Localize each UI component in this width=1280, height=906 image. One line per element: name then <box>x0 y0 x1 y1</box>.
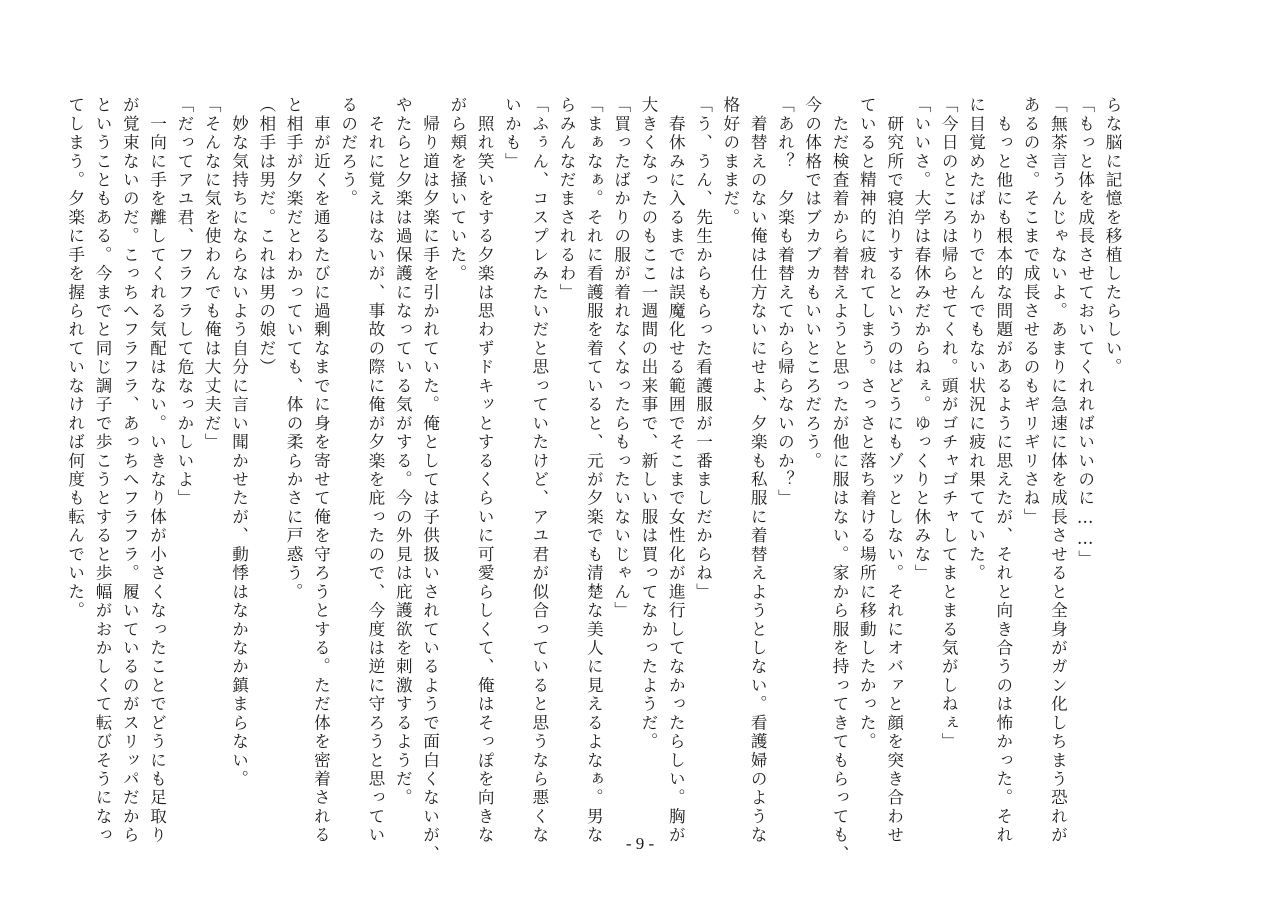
vertical-text-body <box>65 96 1126 864</box>
text-line: がら頬を掻いていた。 <box>447 96 467 284</box>
text-line: ていると精神的に疲れてしまう。さっさと落ち着ける場所に移動したかった。 <box>857 96 877 752</box>
text-line: 一向に手を離してくれる気配はない。いきなり体が小さくなったことでどうにも足取り <box>147 96 167 845</box>
text-line: 「まぁなぁ。それに看護服を着ていると、元が夕楽でも清楚な美人に見えるよなぁ。男な <box>584 96 604 845</box>
text-line: てしまう。夕楽に手を握られていなければ何度も転んでいた。 <box>65 96 85 621</box>
text-line: あるのさ。そこまで成長させるのもギリギリさね」 <box>1021 96 1041 527</box>
text-line: が覚束ないのだ。こっちへフラフラ、あっちへフラフラ。履いているのがスリッパだから <box>120 96 140 845</box>
text-line: 帰り道は夕楽に手を引かれていた。俺としては子供扱いされているようで面白くないが、 <box>420 96 440 864</box>
text-line: 着替えのない俺は仕方ないにせよ、夕楽も私服に着替えようとしない。看護婦のような <box>748 96 768 845</box>
text-line: 「う、うん、先生からもらった看護服が一番ましだからね」 <box>693 96 713 602</box>
text-line: 研究所で寝泊りするというのはどうにもゾッとしない。それにオバァと顔を突き合わせ <box>884 96 904 845</box>
text-line: ということもある。今までと同じ調子で歩こうとすると歩幅がおかしくて転びそうになっ <box>93 96 113 845</box>
text-line: 車が近くを通るたびに過剰なまでに身を寄せて俺を守ろうとする。ただ体を密着される <box>311 96 331 845</box>
text-line: 妙な気持ちにならないよう自分に言い聞かせたが、動悸はなかなか鎮まらない。 <box>229 96 249 789</box>
text-line: 「いいさ。大学は春休みだからねぇ。ゆっくりと休みな」 <box>911 96 931 583</box>
text-line: もっと他にも根本的な問題があるように思えたが、それと向き合うのは怖かった。それ <box>993 96 1013 845</box>
text-line: ただ検査着から着替えようと思ったが他に服はない。家から服を持ってきてもらっても、 <box>830 96 850 864</box>
text-line: るのだろう。 <box>338 96 358 209</box>
text-line: 今の体格ではブカブカもいいところだろう。 <box>802 96 822 471</box>
text-line: 春休みに入るまでは誤魔化せる範囲でそこまで女性化が進行してなかったらしい。胸が <box>666 96 686 845</box>
text-line: 「無茶言うんじゃないよ。あまりに急速に体を成長させると全身がガン化しちまう恐れが <box>1048 96 1068 845</box>
text-line: （相手は男だ。これは男の娘だ） <box>256 96 276 377</box>
text-line: 「ふぅん、コスプレみたいだと思っていたけど、アユ君が似合っていると思うなら悪くな <box>529 96 549 845</box>
text-line: 「今日のところは帰らせてくれ。頭がゴチャゴチャしてまとまる気がしねぇ」 <box>939 96 959 752</box>
page-number: - 9 - <box>625 834 655 853</box>
text-line: 照れ笑いをする夕楽は思わずドキッとするくらいに可愛らしくて、俺はそっぽを向きな <box>475 96 495 845</box>
text-line: 「もっと体を成長させておいてくれればいいのに……」 <box>1075 96 1095 569</box>
text-line: それに覚えはないが、事故の際に俺が夕楽を庇ったので、今度は逆に守ろうと思ってい <box>365 96 385 845</box>
text-line: 「だってアユ君、フラフラして危なっかしいよ」 <box>174 96 194 508</box>
text-line: いかも」 <box>502 96 522 171</box>
text-line: らな脳に記憶を移植したらしい。 <box>1103 96 1122 377</box>
text-line: らみんなだまされるわ」 <box>557 96 577 302</box>
text-line: と相手が夕楽だとわかっていても、体の柔らかさに戸惑う。 <box>284 96 304 602</box>
text-line: 格好のままだ。 <box>720 96 740 228</box>
text-line: に目覚めたばかりでとんでもない状況に疲れ果てていた。 <box>966 96 986 583</box>
text-line: やたらと夕楽は過保護になっている気がする。今の外見は庇護欲を刺激するようだ。 <box>393 96 413 808</box>
text-line: 大きくなったのもここ一週間の出来事で、新しい服は買ってなかったようだ。 <box>638 96 658 752</box>
text-line: 「買ったばかりの服が着れなくなったらもったいないじゃん」 <box>611 96 631 621</box>
text-line: 「そんなに気を使わんでも俺は大丈夫だ」 <box>202 96 222 452</box>
text-line: 「あれ？ 夕楽も着替えてから帰らないのか？」 <box>775 96 795 508</box>
